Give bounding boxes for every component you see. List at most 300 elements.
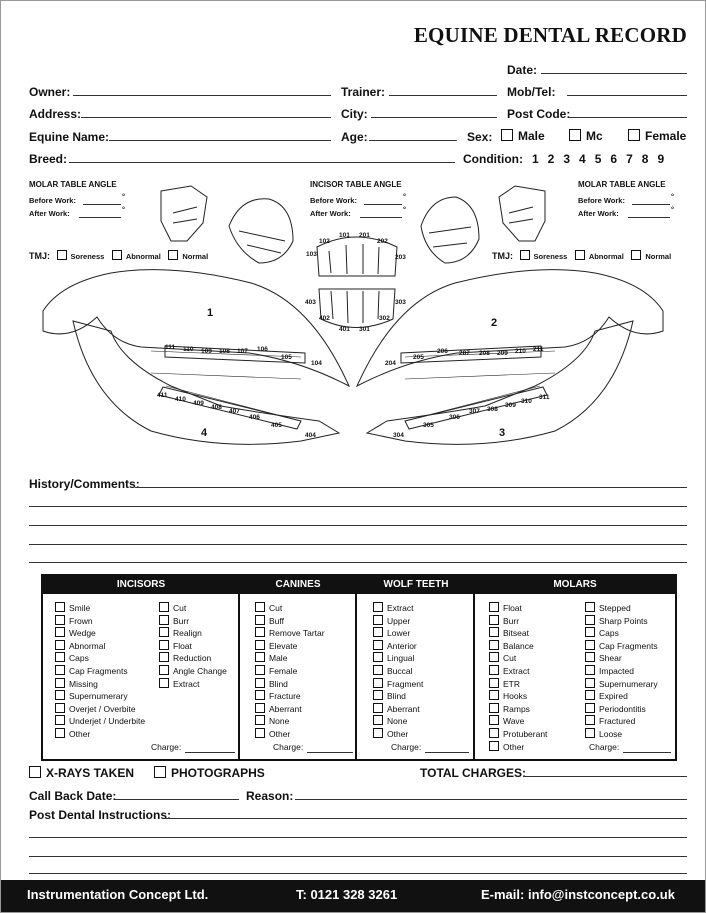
condition-2[interactable]: 2 bbox=[547, 152, 555, 166]
checkbox[interactable] bbox=[255, 690, 265, 700]
condition-4[interactable]: 4 bbox=[579, 152, 586, 166]
checkbox[interactable] bbox=[159, 652, 169, 662]
checklist-item-label: Other bbox=[387, 729, 409, 739]
checkbox[interactable] bbox=[159, 627, 169, 637]
checklist-item-label: Bitseat bbox=[503, 628, 529, 639]
post-instructions-line-2[interactable] bbox=[29, 837, 687, 838]
checklist-item[interactable] bbox=[373, 615, 410, 626]
checklist-item[interactable] bbox=[55, 665, 128, 676]
equine-name-label: Equine Name: bbox=[29, 130, 110, 144]
checklist-item-label: Missing bbox=[69, 678, 98, 689]
checklist-item-label: Fractured bbox=[599, 716, 636, 727]
city-field[interactable] bbox=[371, 117, 497, 118]
tooth-103[interactable]: 103 bbox=[306, 251, 317, 258]
checkbox[interactable] bbox=[55, 602, 65, 612]
checkbox[interactable] bbox=[585, 615, 595, 625]
checklist-item[interactable] bbox=[585, 703, 646, 714]
checkbox[interactable] bbox=[373, 627, 383, 637]
checkbox[interactable] bbox=[489, 678, 499, 688]
checklist-item-label: Cut bbox=[269, 603, 283, 613]
checklist-item[interactable] bbox=[255, 652, 287, 663]
charge-field[interactable] bbox=[425, 752, 469, 753]
total-charges-label: TOTAL CHARGES: bbox=[420, 766, 527, 780]
checkbox[interactable] bbox=[373, 715, 383, 725]
checklist-item[interactable] bbox=[55, 690, 128, 701]
footer-company: Instrumentation Concept Ltd. bbox=[27, 887, 209, 902]
charge-label: Charge: bbox=[391, 742, 422, 752]
condition-9[interactable]: 9 bbox=[657, 152, 665, 166]
checklist-item[interactable] bbox=[585, 615, 648, 626]
callback-label: Call Back Date: bbox=[29, 789, 117, 803]
checklist-item[interactable] bbox=[255, 728, 290, 739]
checklist-item[interactable] bbox=[489, 615, 519, 626]
quadrant-2-label: 2 bbox=[491, 317, 498, 329]
tooth-308[interactable]: 308 bbox=[487, 406, 498, 413]
molar-after-label-left: After Work: bbox=[29, 209, 70, 218]
tooth-410[interactable]: 410 bbox=[175, 396, 186, 403]
tooth-211[interactable]: 211 bbox=[533, 346, 544, 353]
condition-1[interactable]: 1 bbox=[531, 152, 539, 166]
checkbox[interactable] bbox=[255, 615, 265, 625]
photos-checkbox[interactable] bbox=[154, 766, 166, 778]
checkbox[interactable] bbox=[55, 715, 65, 725]
checklist-item-label: Other bbox=[269, 729, 291, 739]
tooth-302[interactable]: 302 bbox=[379, 315, 390, 322]
history-line-1[interactable] bbox=[135, 487, 687, 488]
tooth-106[interactable]: 106 bbox=[257, 346, 268, 353]
molar-before-label-left: Before Work: bbox=[29, 196, 76, 205]
post-instructions-line-3[interactable] bbox=[29, 856, 687, 857]
checklist-item-label: Cap Fragments bbox=[599, 640, 658, 651]
tooth-201[interactable]: 201 bbox=[359, 232, 370, 239]
tooth-105[interactable]: 105 bbox=[281, 354, 292, 361]
sex-female-option[interactable] bbox=[628, 129, 686, 143]
checklist-item-label: Periodontitis bbox=[599, 703, 646, 714]
mc-checkbox[interactable] bbox=[569, 129, 581, 141]
checklist-item-label: ETR bbox=[503, 678, 520, 689]
checkbox[interactable] bbox=[373, 728, 383, 738]
tooth-309[interactable]: 309 bbox=[505, 402, 516, 409]
tmj-abnormal-label: Abnormal bbox=[125, 252, 161, 261]
checklist-item[interactable] bbox=[159, 615, 189, 626]
checklist-item[interactable] bbox=[489, 728, 547, 739]
male-label: Male bbox=[518, 129, 545, 143]
checkbox[interactable] bbox=[373, 690, 383, 700]
checklist-item[interactable] bbox=[55, 640, 105, 651]
header-molars: MOLARS bbox=[553, 579, 597, 590]
checkbox[interactable] bbox=[55, 627, 65, 637]
checklist-item-label: Extract bbox=[387, 603, 414, 613]
checkbox[interactable] bbox=[159, 615, 169, 625]
tooth-209[interactable]: 209 bbox=[497, 350, 508, 357]
checkbox[interactable] bbox=[489, 703, 499, 713]
breed-field[interactable] bbox=[69, 162, 455, 163]
tooth-310[interactable]: 310 bbox=[521, 398, 532, 405]
checkbox[interactable] bbox=[159, 678, 169, 688]
age-field[interactable] bbox=[369, 140, 457, 141]
checklist-item[interactable] bbox=[255, 602, 282, 613]
checklist-item-label: Loose bbox=[599, 729, 623, 739]
checklist-item-label: Sharp Points bbox=[599, 615, 648, 626]
checkbox[interactable] bbox=[489, 627, 499, 637]
checkbox[interactable] bbox=[489, 640, 499, 650]
checklist-item-label: Fragment bbox=[387, 678, 424, 689]
checkbox[interactable] bbox=[255, 703, 265, 713]
postcode-label: Post Code: bbox=[507, 107, 571, 121]
checklist-item[interactable] bbox=[585, 690, 628, 701]
checklist-item-label: Realign bbox=[173, 628, 202, 639]
checklist-item-label: Other bbox=[503, 741, 525, 752]
tooth-205[interactable]: 205 bbox=[413, 354, 424, 361]
charge-field[interactable] bbox=[185, 752, 235, 753]
tooth-111[interactable]: 111 bbox=[165, 344, 176, 351]
sex-male-option[interactable] bbox=[501, 129, 545, 143]
condition-7[interactable]: 7 bbox=[626, 152, 633, 166]
tooth-405[interactable]: 405 bbox=[271, 422, 282, 429]
incisor-angle-title: INCISOR TABLE ANGLE bbox=[310, 180, 402, 189]
history-line-3[interactable] bbox=[29, 525, 687, 526]
checkbox[interactable] bbox=[55, 665, 65, 675]
checkbox[interactable] bbox=[489, 690, 499, 700]
checkbox[interactable] bbox=[255, 640, 265, 650]
checklist-item-label: Male bbox=[269, 653, 288, 664]
tooth-407[interactable]: 407 bbox=[229, 408, 240, 415]
charge-field[interactable] bbox=[307, 752, 353, 753]
checkbox[interactable] bbox=[489, 652, 499, 662]
tooth-301[interactable]: 301 bbox=[359, 326, 370, 333]
checklist-item[interactable] bbox=[373, 678, 423, 689]
history-line-2[interactable] bbox=[29, 506, 687, 507]
tooth-108[interactable]: 108 bbox=[219, 348, 230, 355]
checkbox[interactable] bbox=[373, 615, 383, 625]
checklist-item-label: Wedge bbox=[69, 628, 96, 639]
checklist-item[interactable] bbox=[373, 640, 417, 651]
checklist-item[interactable] bbox=[55, 615, 93, 626]
checkbox[interactable] bbox=[585, 652, 595, 662]
sex-label: Sex: bbox=[467, 130, 493, 144]
checklist-item[interactable] bbox=[55, 678, 98, 689]
checkbox[interactable] bbox=[585, 728, 595, 738]
tooth-306[interactable]: 306 bbox=[449, 414, 460, 421]
checklist-item[interactable] bbox=[255, 690, 301, 701]
checklist-item[interactable] bbox=[585, 602, 631, 613]
reason-field[interactable] bbox=[295, 799, 687, 800]
checklist-item[interactable] bbox=[159, 640, 192, 651]
checklist-item[interactable] bbox=[55, 728, 90, 739]
checkbox[interactable] bbox=[489, 715, 499, 725]
checklist-item[interactable] bbox=[585, 678, 658, 689]
checklist-item-label: Smile bbox=[69, 603, 91, 613]
checkbox[interactable] bbox=[373, 665, 383, 675]
address-field[interactable] bbox=[81, 117, 331, 118]
tooth-305[interactable]: 305 bbox=[423, 422, 434, 429]
quadrant-3-label: 3 bbox=[499, 427, 506, 439]
tooth-110[interactable]: 110 bbox=[183, 346, 194, 353]
checklist-item[interactable] bbox=[585, 640, 658, 651]
checklist-item[interactable] bbox=[255, 640, 297, 651]
checklist-item-label: Cut bbox=[173, 603, 187, 613]
checklist-item-label: Angle Change bbox=[173, 666, 227, 676]
checklist-item[interactable] bbox=[255, 678, 288, 689]
molar-after-label-right: After Work: bbox=[578, 209, 619, 218]
photos-label: PHOTOGRAPHS bbox=[171, 766, 265, 780]
checkbox[interactable] bbox=[585, 602, 595, 612]
city-label: City: bbox=[341, 107, 368, 121]
tooth-404[interactable]: 404 bbox=[305, 432, 316, 439]
checklist-item[interactable] bbox=[255, 665, 297, 676]
checklist-item[interactable] bbox=[159, 665, 227, 676]
quadrant-1-label: 1 bbox=[207, 307, 214, 319]
tooth-204[interactable]: 204 bbox=[385, 360, 396, 367]
tooth-402[interactable]: 402 bbox=[319, 315, 330, 322]
checkbox[interactable] bbox=[255, 665, 265, 675]
checkbox[interactable] bbox=[55, 640, 65, 650]
checklist-item[interactable] bbox=[489, 665, 529, 676]
female-checkbox[interactable] bbox=[628, 129, 640, 141]
checklist-item[interactable] bbox=[159, 652, 211, 663]
checklist-item-label: Frown bbox=[69, 615, 93, 626]
dental-chart-illustration bbox=[1, 181, 705, 471]
total-charges-field[interactable] bbox=[525, 776, 687, 777]
checkbox[interactable] bbox=[585, 627, 595, 637]
tooth-207[interactable]: 207 bbox=[459, 350, 470, 357]
checkbox[interactable] bbox=[255, 728, 265, 738]
checklist-item-label: Expired bbox=[599, 691, 628, 702]
tooth-411[interactable]: 411 bbox=[157, 392, 168, 399]
date-label: Date: bbox=[507, 63, 538, 77]
male-checkbox[interactable] bbox=[501, 129, 513, 141]
checklist-item[interactable] bbox=[585, 665, 634, 676]
tooth-107[interactable]: 107 bbox=[237, 348, 248, 355]
checklist-item-label: Burr bbox=[173, 615, 190, 626]
tooth-101[interactable]: 101 bbox=[339, 232, 350, 239]
age-label: Age: bbox=[341, 130, 368, 144]
checklist-item-label: Supernumerary bbox=[599, 678, 658, 689]
footer-email[interactable]: E-mail: info@instconcept.co.uk bbox=[481, 887, 675, 902]
checklist-item[interactable] bbox=[489, 741, 524, 752]
checklist-item-label: Fracture bbox=[269, 691, 301, 702]
checkbox[interactable] bbox=[255, 627, 265, 637]
checklist-item-label: Lingual bbox=[387, 653, 415, 664]
condition-scale bbox=[463, 152, 664, 166]
mob-field[interactable] bbox=[567, 95, 687, 96]
charge-label: Charge: bbox=[589, 742, 620, 752]
checkbox[interactable] bbox=[373, 678, 383, 688]
tooth-210[interactable]: 210 bbox=[515, 348, 526, 355]
checkbox[interactable] bbox=[585, 678, 595, 688]
checklist-item[interactable] bbox=[489, 640, 534, 651]
checklist-item[interactable] bbox=[373, 728, 408, 739]
tooth-208[interactable]: 208 bbox=[479, 350, 490, 357]
checkbox[interactable] bbox=[55, 615, 65, 625]
checklist-item-label: Balance bbox=[503, 640, 534, 651]
footer-phone: T: 0121 328 3261 bbox=[296, 887, 398, 902]
xrays-label: X-RAYS TAKEN bbox=[46, 766, 135, 780]
history-line-4[interactable] bbox=[29, 544, 687, 545]
checklist-item[interactable] bbox=[489, 703, 530, 714]
checklist-item-label: None bbox=[269, 716, 290, 727]
address-label: Address: bbox=[29, 107, 82, 121]
checklist-item[interactable] bbox=[585, 627, 619, 638]
checklist-item-label: Female bbox=[269, 666, 298, 676]
checklist-item[interactable] bbox=[489, 678, 520, 689]
checklist-item[interactable] bbox=[489, 715, 524, 726]
trainer-field[interactable] bbox=[389, 95, 497, 96]
checklist-item[interactable] bbox=[55, 715, 145, 726]
checklist-item-label: Extract bbox=[503, 666, 530, 676]
tmj-label: TMJ: bbox=[492, 251, 513, 261]
checkbox[interactable] bbox=[373, 703, 383, 713]
molar-angle-title-right: MOLAR TABLE ANGLE bbox=[578, 180, 666, 189]
checklist-item[interactable] bbox=[585, 728, 622, 739]
checkbox[interactable] bbox=[489, 728, 499, 738]
tooth-409[interactable]: 409 bbox=[193, 400, 204, 407]
condition-8[interactable]: 8 bbox=[641, 152, 649, 166]
tooth-307[interactable]: 307 bbox=[469, 408, 480, 415]
date-field[interactable] bbox=[541, 73, 687, 74]
checklist-item[interactable] bbox=[489, 627, 529, 638]
checklist-item[interactable] bbox=[255, 615, 284, 626]
tooth-104[interactable]: 104 bbox=[311, 360, 322, 367]
checklist-item[interactable] bbox=[255, 715, 289, 726]
post-instructions-line-4[interactable] bbox=[29, 873, 687, 874]
owner-field[interactable] bbox=[73, 95, 331, 96]
checklist-item-label: Lower bbox=[387, 628, 411, 639]
checklist-item[interactable] bbox=[489, 690, 527, 701]
checkbox[interactable] bbox=[159, 665, 169, 675]
tooth-403[interactable]: 403 bbox=[305, 299, 316, 306]
equine-name-field[interactable] bbox=[109, 140, 331, 141]
checklist-item[interactable] bbox=[373, 690, 406, 701]
checklist-item-label: Hooks bbox=[503, 691, 528, 702]
footer-bar bbox=[1, 880, 705, 912]
post-instructions-line-1[interactable] bbox=[165, 818, 687, 819]
checklist-item[interactable] bbox=[255, 703, 302, 714]
condition-6[interactable]: 6 bbox=[610, 152, 618, 166]
checkbox[interactable] bbox=[255, 652, 265, 662]
sex-mc-option[interactable] bbox=[569, 129, 603, 143]
checklist-item[interactable] bbox=[373, 703, 420, 714]
breed-label: Breed: bbox=[29, 152, 68, 166]
incisor-after-label: After Work: bbox=[310, 209, 351, 218]
checkbox[interactable] bbox=[255, 602, 265, 612]
checklist-item[interactable] bbox=[489, 602, 522, 613]
charge-label: Charge: bbox=[273, 742, 304, 752]
tooth-303[interactable]: 303 bbox=[395, 299, 406, 306]
checklist-item[interactable] bbox=[159, 602, 186, 613]
checklist-item-label: Aberrant bbox=[387, 703, 420, 714]
checklist-item-label: Other bbox=[69, 729, 91, 739]
tooth-408[interactable]: 408 bbox=[211, 404, 222, 411]
checkbox[interactable] bbox=[585, 715, 595, 725]
checklist-item-label: Cap Fragments bbox=[69, 666, 128, 676]
checklist-item[interactable] bbox=[373, 627, 410, 638]
tooth-102[interactable]: 102 bbox=[319, 238, 330, 245]
xrays-option[interactable] bbox=[29, 766, 134, 780]
checklist-item[interactable] bbox=[159, 627, 202, 638]
checklist-item[interactable] bbox=[55, 602, 90, 613]
checkbox[interactable] bbox=[159, 602, 169, 612]
checklist-item-label: Overjet / Overbite bbox=[69, 703, 136, 714]
condition-label: Condition: bbox=[463, 152, 523, 166]
callback-field[interactable] bbox=[115, 799, 239, 800]
checklist-item[interactable] bbox=[55, 703, 136, 714]
checklist-item-label: Elevate bbox=[269, 640, 298, 651]
molar-before-label-right: Before Work: bbox=[578, 196, 625, 205]
history-line-5[interactable] bbox=[29, 562, 687, 563]
checklist-item[interactable] bbox=[373, 602, 413, 613]
tooth-401[interactable]: 401 bbox=[339, 326, 350, 333]
photos-option[interactable] bbox=[154, 766, 265, 780]
checklist-item[interactable] bbox=[55, 627, 96, 638]
checkbox[interactable] bbox=[373, 602, 383, 612]
checklist-item[interactable] bbox=[373, 715, 407, 726]
tooth-206[interactable]: 206 bbox=[437, 348, 448, 355]
checkbox[interactable] bbox=[55, 690, 65, 700]
checklist-item[interactable] bbox=[55, 652, 89, 663]
checkbox[interactable] bbox=[489, 665, 499, 675]
treatment-table bbox=[41, 574, 677, 761]
checklist-item-label: Shear bbox=[599, 653, 622, 664]
xrays-checkbox[interactable] bbox=[29, 766, 41, 778]
checkbox[interactable] bbox=[55, 728, 65, 738]
checkbox[interactable] bbox=[55, 703, 65, 713]
molar-angle-sketch-left bbox=[161, 186, 207, 241]
checklist-item[interactable] bbox=[255, 627, 325, 638]
checklist-item[interactable] bbox=[159, 678, 199, 689]
tooth-203[interactable]: 203 bbox=[395, 254, 406, 261]
tooth-406[interactable]: 406 bbox=[249, 414, 260, 421]
checklist-item[interactable] bbox=[373, 665, 413, 676]
checkbox[interactable] bbox=[585, 640, 595, 650]
checkbox[interactable] bbox=[255, 715, 265, 725]
tmj-normal-label: Normal bbox=[645, 252, 672, 261]
checkbox[interactable] bbox=[55, 678, 65, 688]
checklist-item-label: Underjet / Underbite bbox=[69, 716, 146, 727]
checklist-item-label: Float bbox=[173, 640, 192, 651]
checklist-item-label: Reduction bbox=[173, 653, 212, 664]
checklist-item[interactable] bbox=[489, 652, 516, 663]
condition-5[interactable]: 5 bbox=[594, 152, 602, 166]
charge-label: Charge: bbox=[151, 742, 182, 752]
checklist-item[interactable] bbox=[373, 652, 414, 663]
checkbox[interactable] bbox=[373, 640, 383, 650]
tooth-304[interactable]: 304 bbox=[393, 432, 404, 439]
tooth-109[interactable]: 109 bbox=[201, 348, 212, 355]
charge-field[interactable] bbox=[623, 752, 671, 753]
checklist-item-label: Anterior bbox=[387, 640, 417, 651]
tooth-202[interactable]: 202 bbox=[377, 238, 388, 245]
checkbox[interactable] bbox=[489, 602, 499, 612]
checkbox[interactable] bbox=[489, 741, 499, 751]
checkbox[interactable] bbox=[373, 652, 383, 662]
checklist-item[interactable] bbox=[585, 652, 622, 663]
checklist-item-label: Ramps bbox=[503, 703, 530, 714]
tooth-311[interactable]: 311 bbox=[539, 394, 550, 401]
checkbox[interactable] bbox=[585, 690, 595, 700]
checkbox[interactable] bbox=[55, 652, 65, 662]
checkbox[interactable] bbox=[489, 615, 499, 625]
checklist-item[interactable] bbox=[585, 715, 635, 726]
checkbox[interactable] bbox=[159, 640, 169, 650]
checkbox[interactable] bbox=[255, 678, 265, 688]
condition-3[interactable]: 3 bbox=[563, 152, 571, 166]
checklist-item-label: Stepped bbox=[599, 603, 631, 613]
checkbox[interactable] bbox=[585, 665, 595, 675]
checkbox[interactable] bbox=[585, 703, 595, 713]
postcode-field[interactable] bbox=[569, 117, 687, 118]
post-instructions-label: Post Dental Instructions: bbox=[29, 808, 172, 822]
